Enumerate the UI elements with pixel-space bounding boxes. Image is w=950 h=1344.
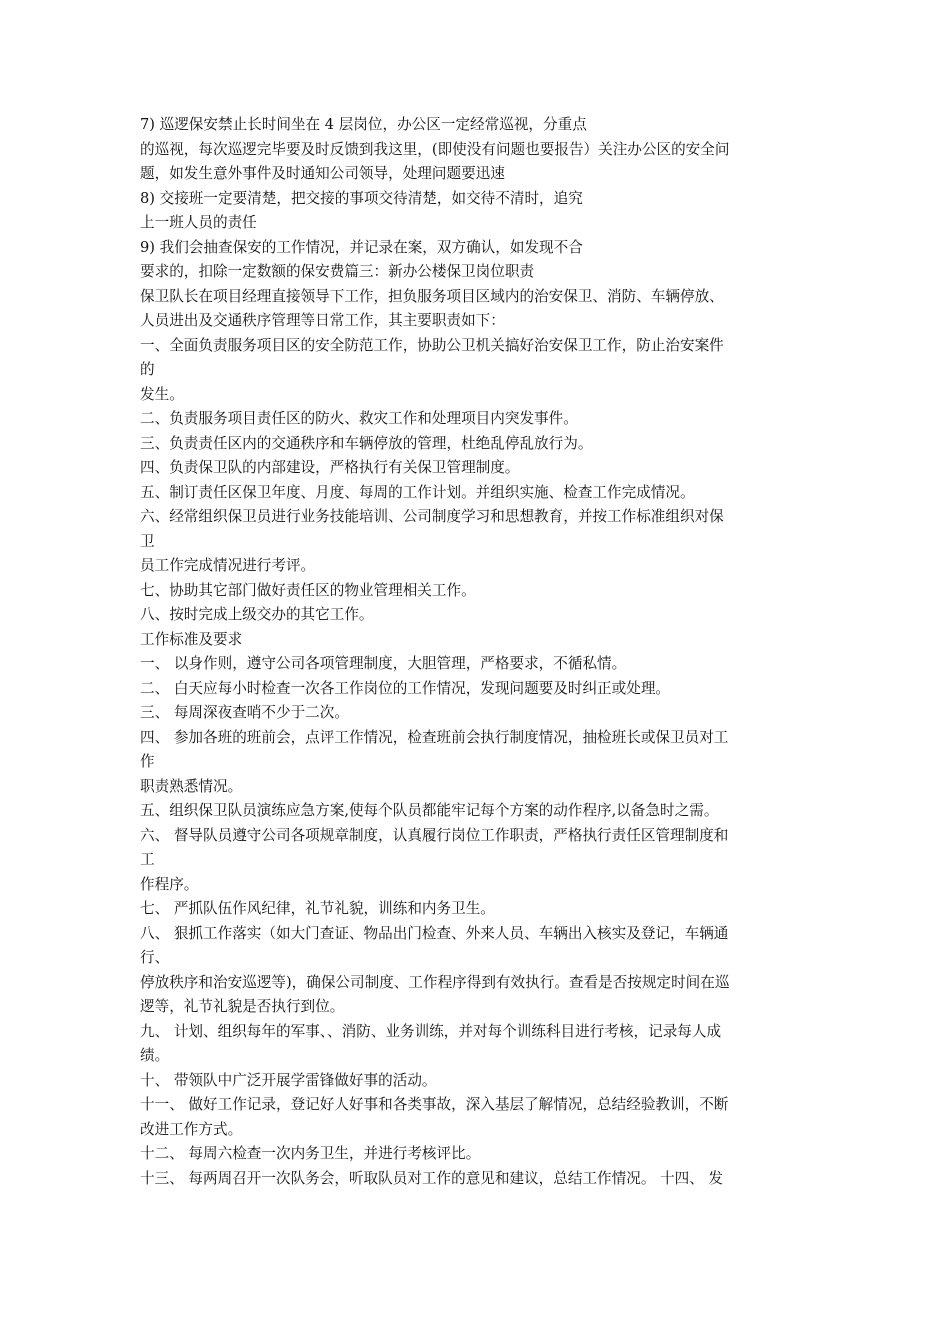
text-line: 要求的，扣除一定数额的保安费篇三：新办公楼保卫岗位职责 — [140, 263, 535, 280]
text-line: 七、 严抓队伍作风纪律，礼节礼貌，训练和内务卫生。 — [140, 900, 495, 917]
text-line: 十三、 每两周召开一次队务会，听取队员对工作的意见和建议，总结工作情况。 十四、 发 — [140, 1169, 724, 1187]
text-line: 作程序。 — [140, 875, 199, 893]
text-line: 人员进出及交通秩序管理等日常工作，其主要职责如下： — [140, 312, 505, 329]
text-line: 五、制订责任区保卫年度、月度、每周的工作计划。并组织实施、检查工作完成情况。 — [140, 483, 695, 501]
text-line: 发生。 — [140, 385, 184, 403]
text-line: 十、 带领队中广泛开展学雷锋做好事的活动。 — [140, 1071, 437, 1089]
text-line: 五、组织保卫队员演练应急方案,使每个队员都能牢记每个方案的动作程序,以备急时之需。 — [140, 802, 719, 819]
text-line: 上一班人员的责任 — [140, 214, 257, 231]
text-line: 作 — [140, 753, 155, 770]
text-line: 保卫队长在项目经理直接领导下工作，担负服务项目区域内的治安保卫、消防、车辆停放、 — [140, 287, 724, 305]
text-line: 六、经常组织保卫员进行业务技能培训、公司制度学习和思想教育，并按工作标准组织对保 — [140, 508, 724, 525]
text-line: 十二、 每周六检查一次内务卫生，并进行考核评比。 — [140, 1145, 481, 1162]
text-line: 三、 每周深夜查哨不少于二次。 — [140, 704, 349, 721]
text-line: 工 — [140, 851, 155, 868]
text-line: 一、全面负责服务项目区的安全防范工作，协助公卫机关搞好治安保卫工作，防止治安案件 — [140, 336, 724, 354]
text-line: 9) 我们会抽查保安的工作情况，并记录在案，双方确认，如发现不合 — [140, 238, 583, 256]
text-line: 四、负责保卫队的内部建设，严格执行有关保卫管理制度。 — [140, 459, 520, 476]
text-line: 八、按时完成上级交办的其它工作。 — [140, 606, 374, 623]
text-line: 八、 狠抓工作落实（如大门查证、物品出门检查、外来人员、车辆出入核实及登记，车辆通 — [140, 924, 729, 942]
text-line: 的 — [140, 361, 155, 378]
text-line: 题，如发生意外事件及时通知公司领导，处理问题要迅速 — [140, 165, 505, 182]
text-line: 二、负责服务项目责任区的防火、救灾工作和处理项目内突发事件。 — [140, 410, 578, 427]
text-line: 行、 — [140, 949, 170, 966]
text-line: 三、负责责任区内的交通秩序和车辆停放的管理，杜绝乱停乱放行为。 — [140, 434, 593, 452]
text-line: 十一、 做好工作记录，登记好人好事和各类事故，深入基层了解情况，总结经验教训，不断 — [140, 1096, 729, 1113]
text-line: 员工作完成情况进行考评。 — [140, 557, 316, 574]
text-line: 停放秩序和治安巡逻等)，确保公司制度、工作程序得到有效执行。查看是否按规定时间在巡 — [140, 973, 730, 991]
text-line: 8) 交接班一定要清楚，把交接的事项交待清楚，如交待不清时，追究 — [140, 189, 583, 207]
text-line: 绩。 — [140, 1047, 170, 1064]
text-line: 六、 督导队员遵守公司各项规章制度，认真履行岗位工作职责，严格执行责任区管理制度和 — [140, 826, 729, 844]
text-line: 七、协助其它部门做好责任区的物业管理相关工作。 — [140, 581, 476, 599]
text-line: 工作标准及要求 — [140, 630, 243, 648]
text-line: 7) 巡逻保安禁止长时间坐在 4 层岗位，办公区一定经常巡视，分重点 — [140, 116, 587, 133]
text-line: 职责熟悉情况。 — [140, 777, 243, 795]
text-line: 九、 计划、组织每年的军事、、消防、业务训练，并对每个训练科目进行考核，记录每人成 — [140, 1022, 722, 1040]
document-body — [140, 113, 816, 1191]
text-line: 四、 参加各班的班前会，点评工作情况，检查班前会执行制度情况，抽检班长或保卫员对工 — [140, 728, 729, 746]
text-line: 二、 白天应每小时检查一次各工作岗位的工作情况，发现问题要及时纠正或处理。 — [140, 679, 671, 697]
text-line: 的巡视，每次巡逻完毕要及时反馈到我这里，(即使没有问题也要报告）关注办公区的安全问 — [140, 140, 730, 158]
text-line: 改进工作方式。 — [140, 1120, 243, 1138]
text-line: 一、 以身作则，遵守公司各项管理制度，大胆管理，严格要求，不循私情。 — [140, 655, 627, 672]
text-line: 逻等，礼节礼貌是否执行到位。 — [140, 998, 345, 1015]
text-line: 卫 — [140, 532, 155, 550]
